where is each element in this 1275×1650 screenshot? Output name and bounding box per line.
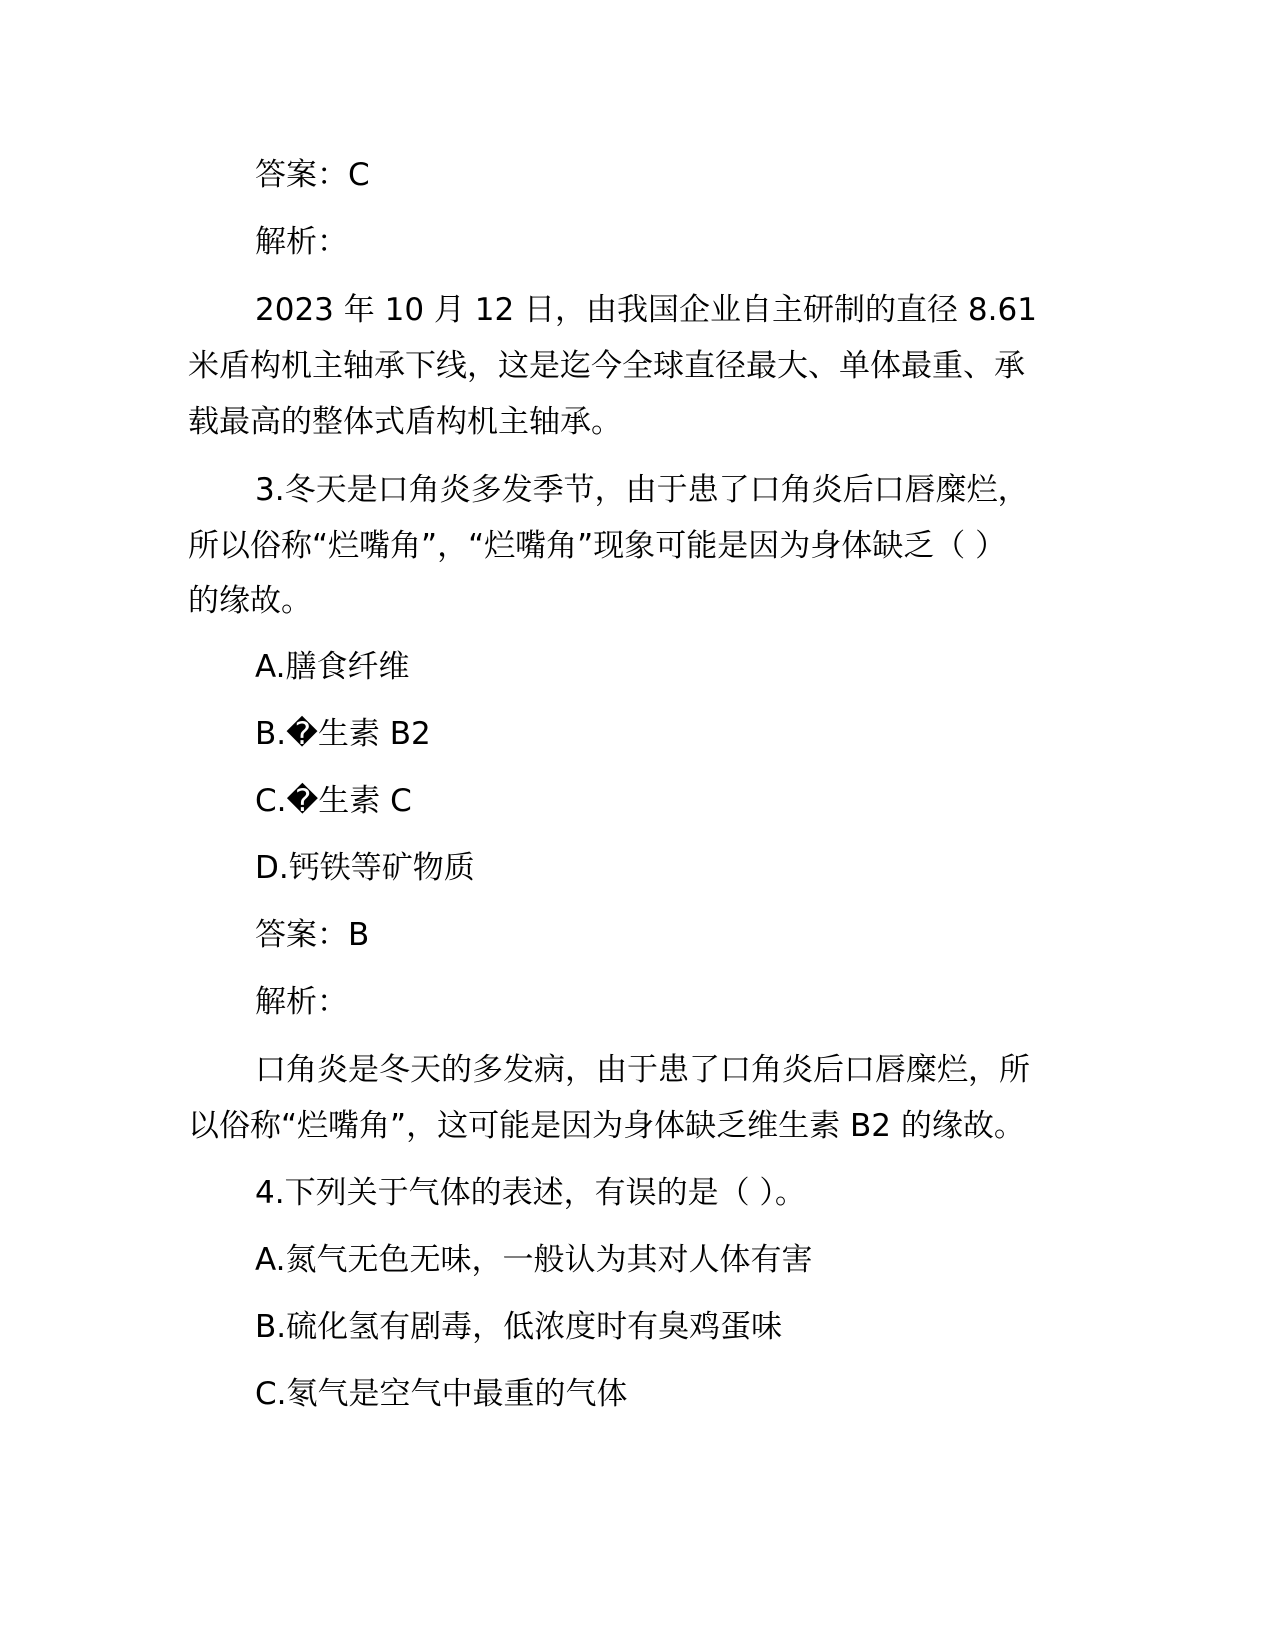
question-4-option-a: A.氮气无色无味，一般认为其对人体有害 [255,1242,813,1278]
question-3-option-d: D.钙铁等矿物质 [255,850,475,886]
question-4-stem-line: 4.下列关于气体的表述，有误的是（ ）。 [255,1175,806,1211]
analysis-label: 解析： [255,224,348,260]
question-3-stem-line: 的缘故。 [188,583,312,619]
answer-line: 答案：C [255,157,370,193]
question-4-option-c: C.氡气是空气中最重的气体 [255,1376,628,1412]
question-3-stem-line: 3.冬天是口角炎多发季节，由于患了口角炎后口唇糜烂， [255,472,1029,508]
question-4-option-b: B.硫化氢有剧毒，低浓度时有臭鸡蛋味 [255,1309,783,1345]
question-3-option-c: C.�生素 C [255,783,412,819]
question-3-option-b: B.�生素 B2 [255,716,431,752]
analysis-text-line: 2023 年 10 月 12 日，由我国企业自主研制的直径 8.61 [255,292,1037,328]
question-3-answer: 答案：B [255,917,370,953]
question-3-analysis-line: 口角炎是冬天的多发病，由于患了口角炎后口唇糜烂，所 [255,1052,1030,1088]
question-3-analysis-line: 以俗称“烂嘴角”，这可能是因为身体缺乏维生素 B2 的缘故。 [188,1108,1025,1144]
question-3-stem-line: 所以俗称“烂嘴角”，“烂嘴角”现象可能是因为身体缺乏（ ） [188,528,1007,564]
question-3-option-a: A.膳食纤维 [255,649,410,685]
question-3-analysis-label: 解析： [255,984,348,1020]
analysis-text-line: 载最高的整体式盾构机主轴承。 [188,404,622,440]
analysis-text-line: 米盾构机主轴承下线，这是迄今全球直径最大、单体最重、承 [188,348,1025,384]
